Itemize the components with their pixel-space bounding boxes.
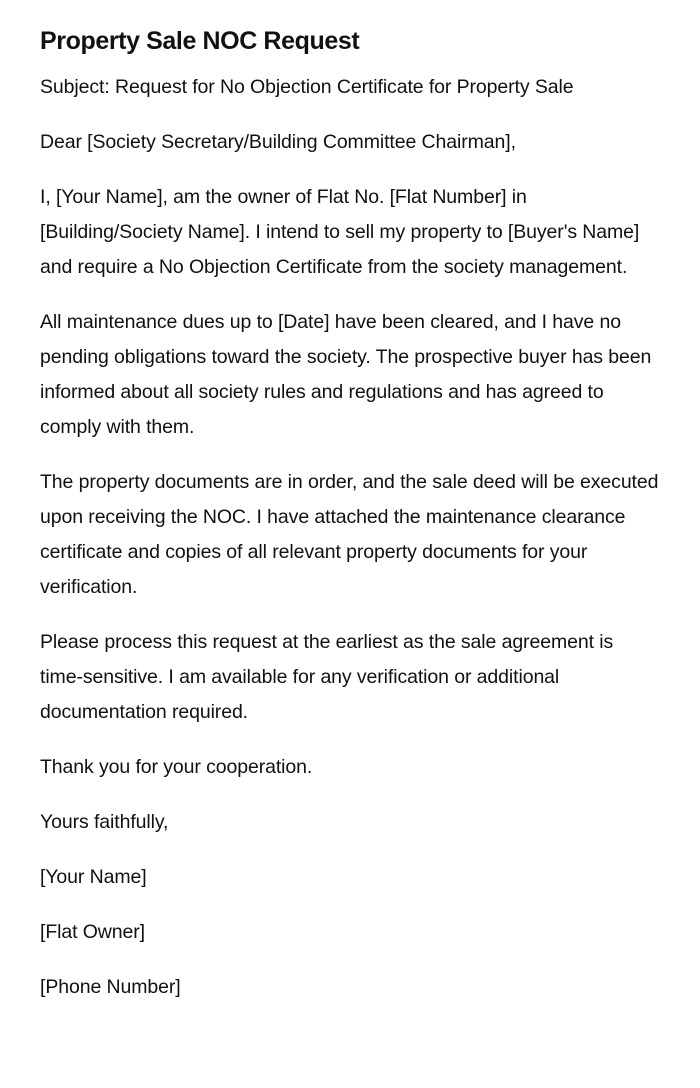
signature-name: [Your Name] <box>40 866 147 888</box>
body-paragraph-dues: All maintenance dues up to [Date] have been cleared, and I have no pending obligations toward the society. The prospective buyer has been informed about all society rules and regulations and has agreed to comply with them. <box>40 311 652 438</box>
salutation: Dear [Society Secretary/Building Committee Chairman], <box>40 131 516 153</box>
body-paragraph-ownership: I, [Your Name], am the owner of Flat No. [Flat Number] in [Building/Society Name]. I intend to sell my property to [Buyer's Name] and require a No Objection Certificate from the society management. <box>40 186 640 278</box>
closing-line: Yours faithfully, <box>40 811 169 833</box>
signature-role: [Flat Owner] <box>40 921 145 943</box>
subject-line: Subject: Request for No Objection Certificate for Property Sale <box>40 76 574 98</box>
body-paragraph-request: Please process this request at the earliest as the sale agreement is time-sensitive. I am available for any verification or additional documentation required. <box>40 631 614 723</box>
thanks-line: Thank you for your cooperation. <box>40 756 313 778</box>
document-title: Property Sale NOC Request <box>40 27 360 55</box>
body-paragraph-documents: The property documents are in order, and the sale deed will be executed upon receiving the NOC. I have attached the maintenance clearance certificate and copies of all relevant property documents for your verification. <box>40 471 659 598</box>
signature-phone: [Phone Number] <box>40 976 181 998</box>
